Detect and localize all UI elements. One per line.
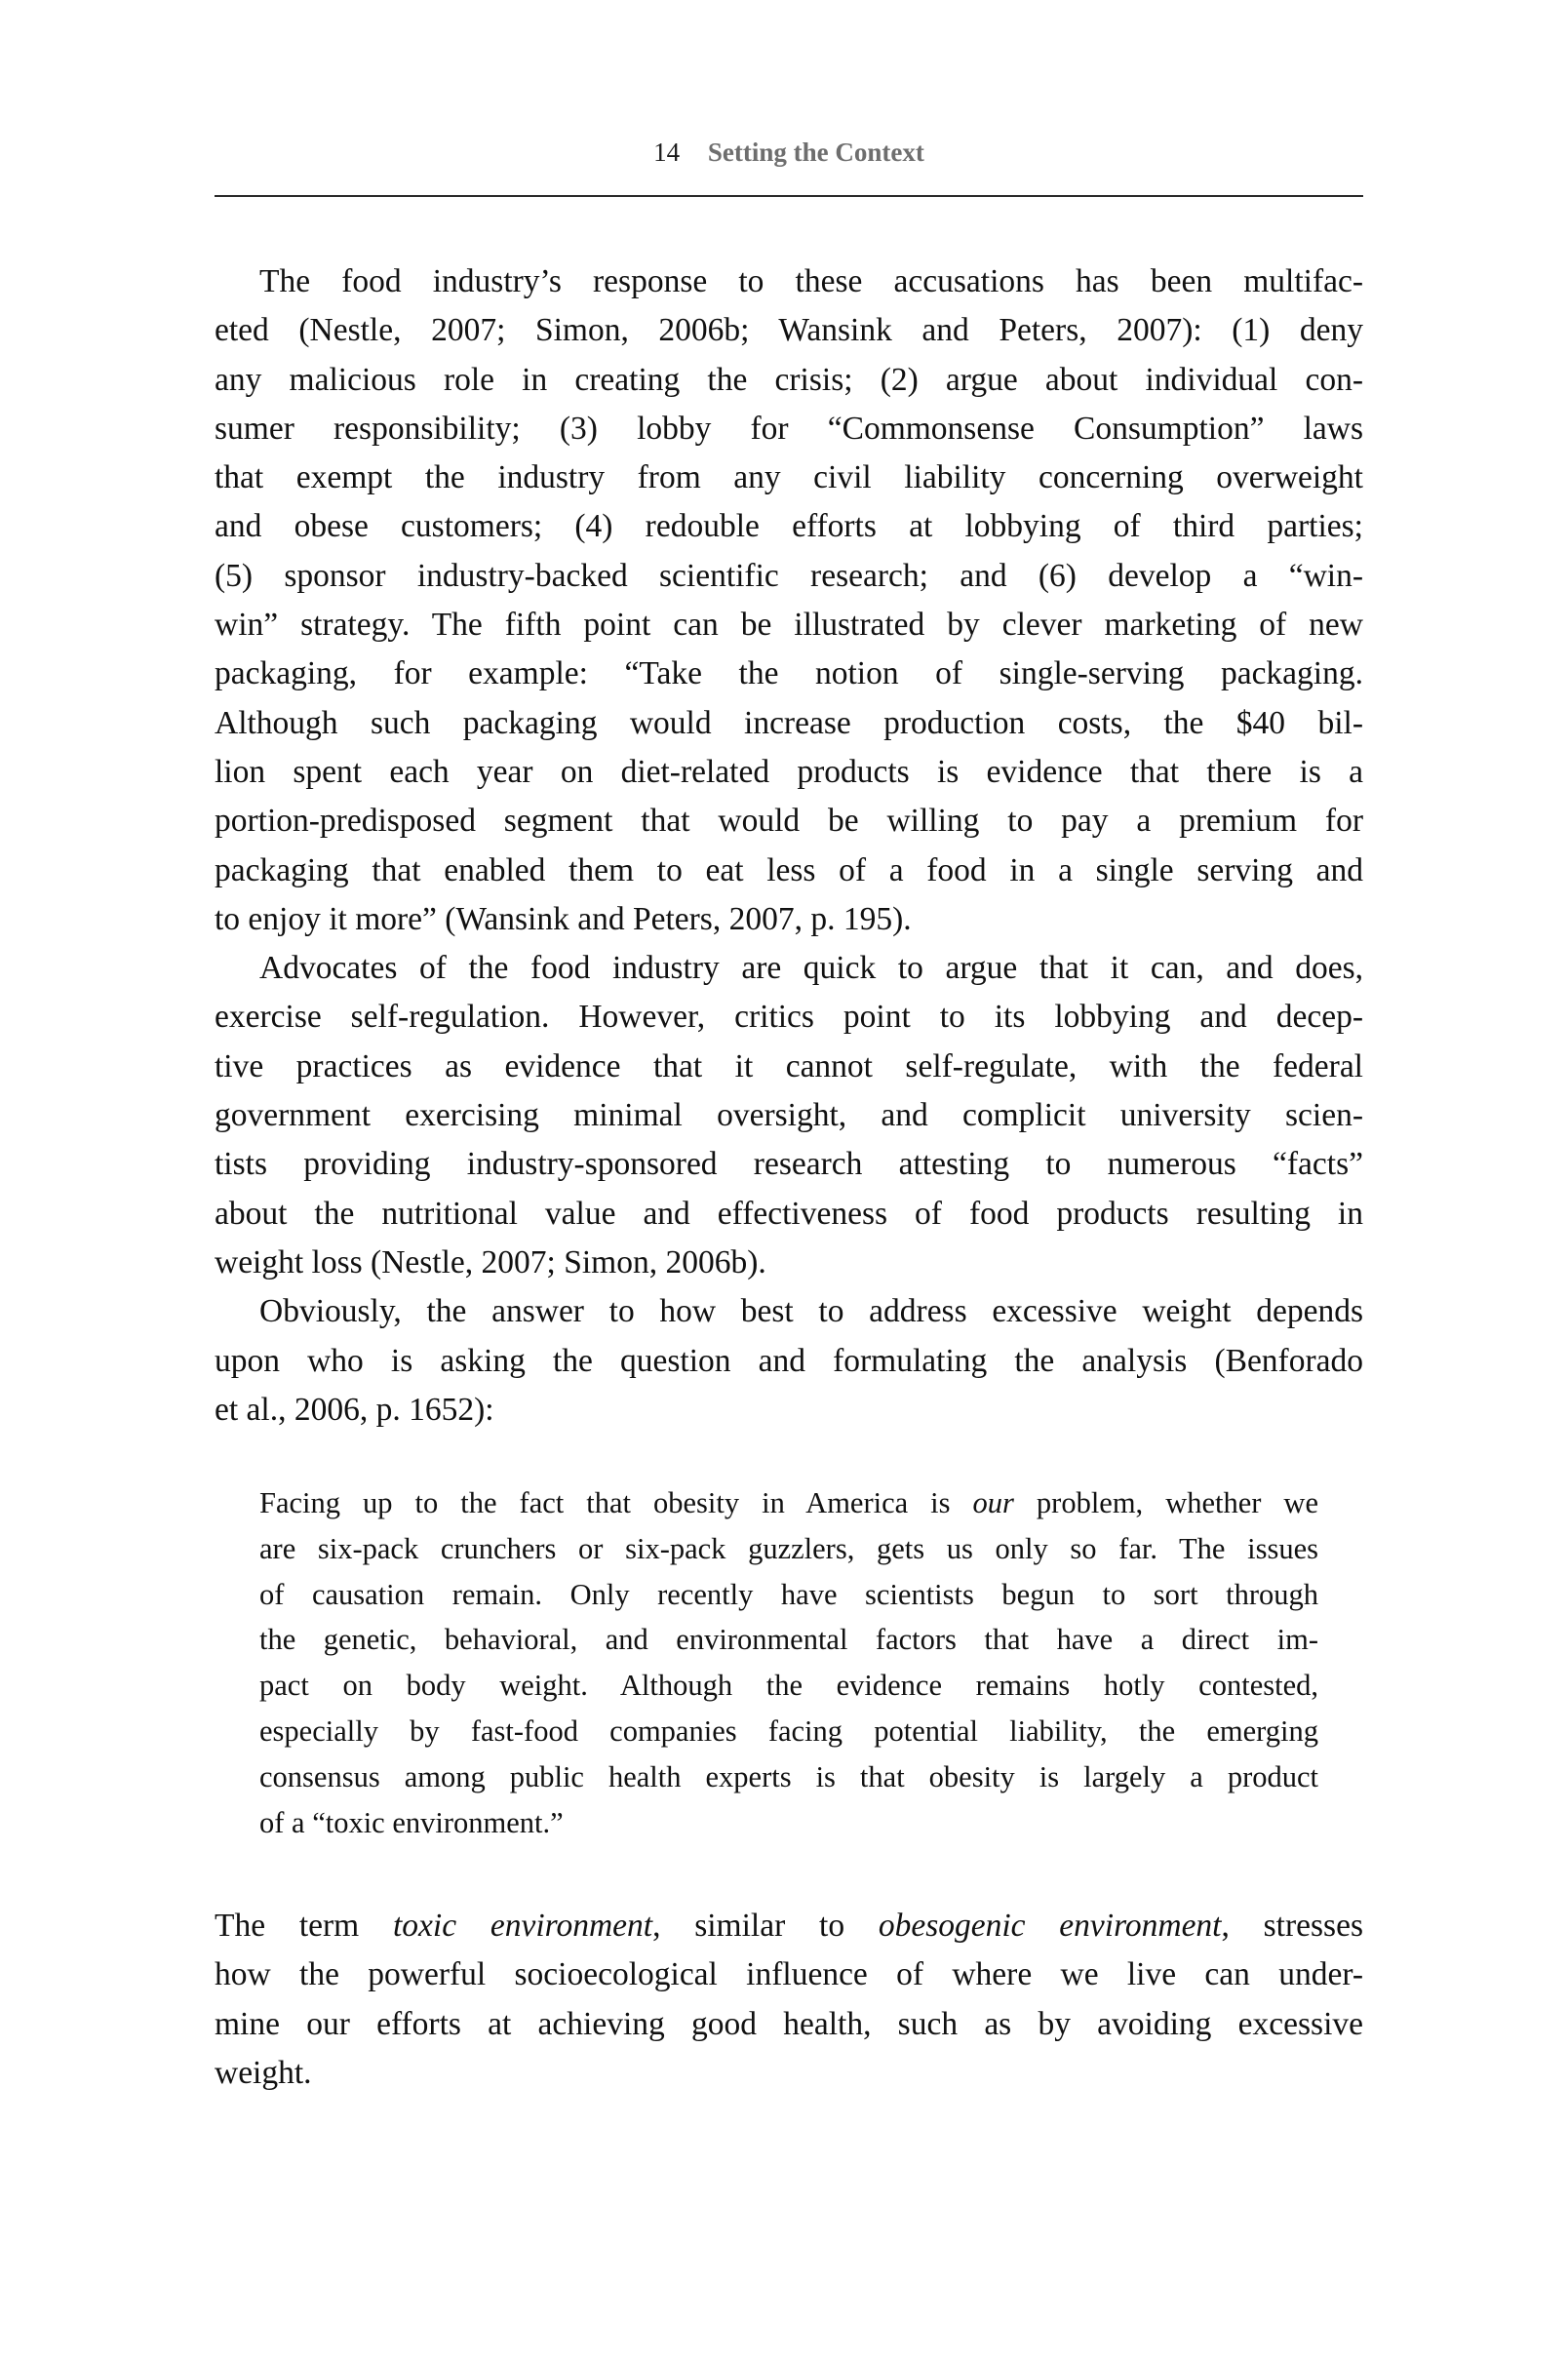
block-quote	[259, 1480, 1318, 1845]
text-line: mine our efforts at achieving good health, such as by avoiding excessive	[215, 2005, 1363, 2042]
quote-line-text: problem, whether we	[1013, 1486, 1319, 1519]
text-line: upon who is asking the question and formulating the analysis (Benforado	[215, 1342, 1363, 1379]
main-text	[215, 257, 1363, 1435]
text-line: sumer responsibility; (3) lobby for “Commonsense Consumption” laws	[215, 410, 1363, 447]
text-run: , stresses	[1221, 1908, 1363, 1944]
text-line: weight.	[215, 2054, 312, 2091]
quote-line: are six-pack crunchers or six-pack guzzlers, gets us only so far. The issues	[259, 1531, 1318, 1565]
paragraph-industry-response	[215, 257, 1363, 944]
text-line: eted (Nestle, 2007; Simon, 2006b; Wansink and Peters, 2007): (1) deny	[215, 312, 1363, 349]
quote-line: consensus among public health experts is that obesity is largely a product	[259, 1759, 1318, 1793]
text-line: weight loss (Nestle, 2007; Simon, 2006b).	[215, 1243, 766, 1280]
text-line: exercise self-regulation. However, critics point to its lobbying and decep-	[215, 999, 1363, 1036]
term-toxic-environment: toxic environment	[393, 1908, 653, 1944]
text-line: tists providing industry-sponsored research attesting to numerous “facts”	[215, 1146, 1363, 1183]
text-line: how the powerful socioecological influence of where we live can under-	[215, 1956, 1363, 1993]
text-line	[215, 1902, 1363, 1950]
quote-line: the genetic, behavioral, and environmental factors that have a direct im-	[259, 1623, 1318, 1657]
text-run: , similar to	[652, 1908, 879, 1944]
text-line: any malicious role in creating the crisis; (2) argue about individual con-	[215, 361, 1363, 398]
text-line: about the nutritional value and effectiveness of food products resulting in	[215, 1195, 1363, 1232]
quote-line	[259, 1480, 1318, 1526]
term-obesogenic-environment: obesogenic environment	[878, 1908, 1222, 1944]
quote-line: of causation remain. Only recently have scientists begun to sort through	[259, 1577, 1318, 1611]
paragraph-self-regulation	[215, 944, 1363, 1287]
text-line: that exempt the industry from any civil liability concerning overweight	[215, 459, 1363, 496]
emphasis-our: our	[972, 1486, 1014, 1519]
text-line: win” strategy. The fifth point can be illustrated by clever marketing of new	[215, 607, 1363, 644]
text-line: tive practices as evidence that it cannot self-regulate, with the federal	[215, 1047, 1363, 1084]
text-line: (5) sponsor industry-backed scientific research; and (6) develop a “win-	[215, 557, 1363, 594]
text-line: et al., 2006, p. 1652):	[215, 1391, 494, 1428]
text-line: packaging that enabled them to eat less of a food in a single serving and	[215, 851, 1363, 888]
quote-text	[259, 1480, 1318, 1845]
text-line: government exercising minimal oversight, and complicit university scien-	[215, 1097, 1363, 1134]
quote-line-text: Facing up to the fact that obesity in America is	[259, 1486, 973, 1519]
text-line: Advocates of the food industry are quick to argue that it can, and does,	[259, 950, 1363, 987]
text-line: packaging, for example: “Take the notion of single-serving packaging.	[215, 655, 1363, 692]
quote-line: of a “toxic environment.”	[259, 1805, 564, 1839]
text-line: portion-predisposed segment that would be willing to pay a premium for	[215, 803, 1363, 840]
running-header	[215, 135, 1363, 170]
closing-text	[215, 1902, 1363, 2098]
section-title: Setting the Context	[707, 138, 924, 167]
text-line: and obese customers; (4) redouble efforts at lobbying of third parties;	[215, 508, 1363, 545]
text-line: The food industry’s response to these accusations has been multifac-	[259, 263, 1363, 299]
quote-line: pact on body weight. Although the evidence remains hotly contested,	[259, 1669, 1318, 1703]
text-line: lion spent each year on diet-related products is evidence that there is a	[215, 753, 1363, 790]
paragraph-obviously	[215, 1287, 1363, 1435]
page-number: 14	[653, 138, 681, 167]
text-line: Obviously, the answer to how best to address excessive weight depends	[259, 1293, 1363, 1330]
text-line: to enjoy it more” (Wansink and Peters, 2007, p. 195).	[215, 900, 912, 937]
text-run: The term	[215, 1908, 393, 1944]
quote-line: especially by fast-food companies facing potential liability, the emerging	[259, 1713, 1318, 1748]
text-line: Although such packaging would increase production costs, the $40 bil-	[215, 704, 1363, 741]
header-rule	[215, 195, 1363, 197]
paragraph-toxic-environment	[215, 1902, 1363, 2098]
